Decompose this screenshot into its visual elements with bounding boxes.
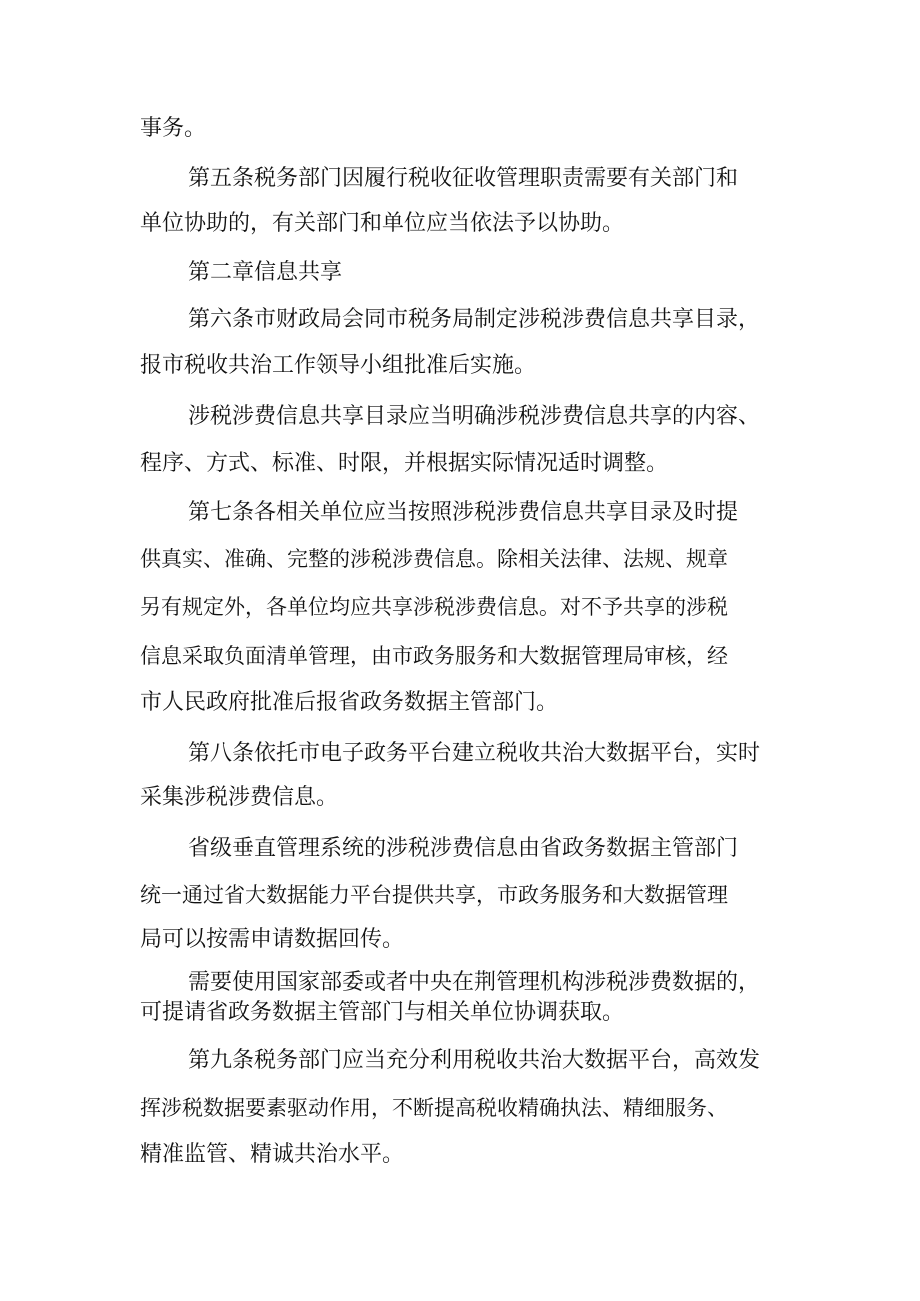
paragraph-line: 统一通过省大数据能力平台提供共享，市政务服务和大数据管理 bbox=[140, 883, 728, 907]
article-7-line-5: 市人民政府批准后报省政务数据主管部门。 bbox=[140, 690, 559, 715]
article-6-line-2: 报市税收共治工作领导小组批准后实施。 bbox=[140, 353, 537, 378]
article-8-line-1: 第八条依托市电子政务平台建立税收共治大数据平台，实时 bbox=[188, 741, 761, 766]
paragraph-line: 可提请省政务数据主管部门与相关单位协调获取。 bbox=[140, 1000, 625, 1025]
paragraph-line: 需要使用国家部委或者中央在荆管理机构涉税涉费数据的， bbox=[188, 970, 761, 995]
paragraph-line: 局可以按需申请数据回传。 bbox=[140, 927, 405, 952]
article-7-line-1: 第七条各相关单位应当按照涉税涉费信息共享目录及时提 bbox=[188, 500, 739, 525]
text-line: 事务。 bbox=[140, 116, 207, 141]
article-5-line-2: 单位协助的，有关部门和单位应当依法予以协助。 bbox=[140, 211, 625, 236]
article-5-line-1: 第五条税务部门因履行税收征收管理职责需要有关部门和 bbox=[188, 166, 739, 191]
paragraph-line: 省级垂直管理系统的涉税涉费信息由省政务数据主管部门 bbox=[188, 836, 739, 861]
article-9-line-1: 第九条税务部门应当充分利用税收共治大数据平台，高效发 bbox=[188, 1048, 761, 1073]
chapter-heading: 第二章信息共享 bbox=[188, 260, 343, 285]
article-7-line-3: 另有规定外，各单位均应共享涉税涉费信息。对不予共享的涉税 bbox=[140, 595, 728, 619]
article-8-line-2: 采集涉税涉费信息。 bbox=[140, 785, 339, 810]
paragraph-line: 程序、方式、标准、时限，并根据实际情况适时调整。 bbox=[140, 451, 669, 476]
article-7-line-2: 供真实、准确、完整的涉税涉费信息。除相关法律、法规、规章 bbox=[140, 547, 728, 571]
paragraph-line: 涉税涉费信息共享目录应当明确涉税涉费信息共享的内容、 bbox=[188, 404, 761, 429]
article-9-line-3: 精准监管、精诚共治水平。 bbox=[140, 1142, 405, 1167]
article-9-line-2: 挥涉税数据要素驱动作用，不断提高税收精确执法、精细服务、 bbox=[140, 1096, 728, 1120]
article-6-line-1: 第六条市财政局会同市税务局制定涉税涉费信息共享目录， bbox=[188, 307, 761, 332]
article-7-line-4: 信息采取负面清单管理，由市政务服务和大数据管理局审核，经 bbox=[140, 644, 728, 668]
